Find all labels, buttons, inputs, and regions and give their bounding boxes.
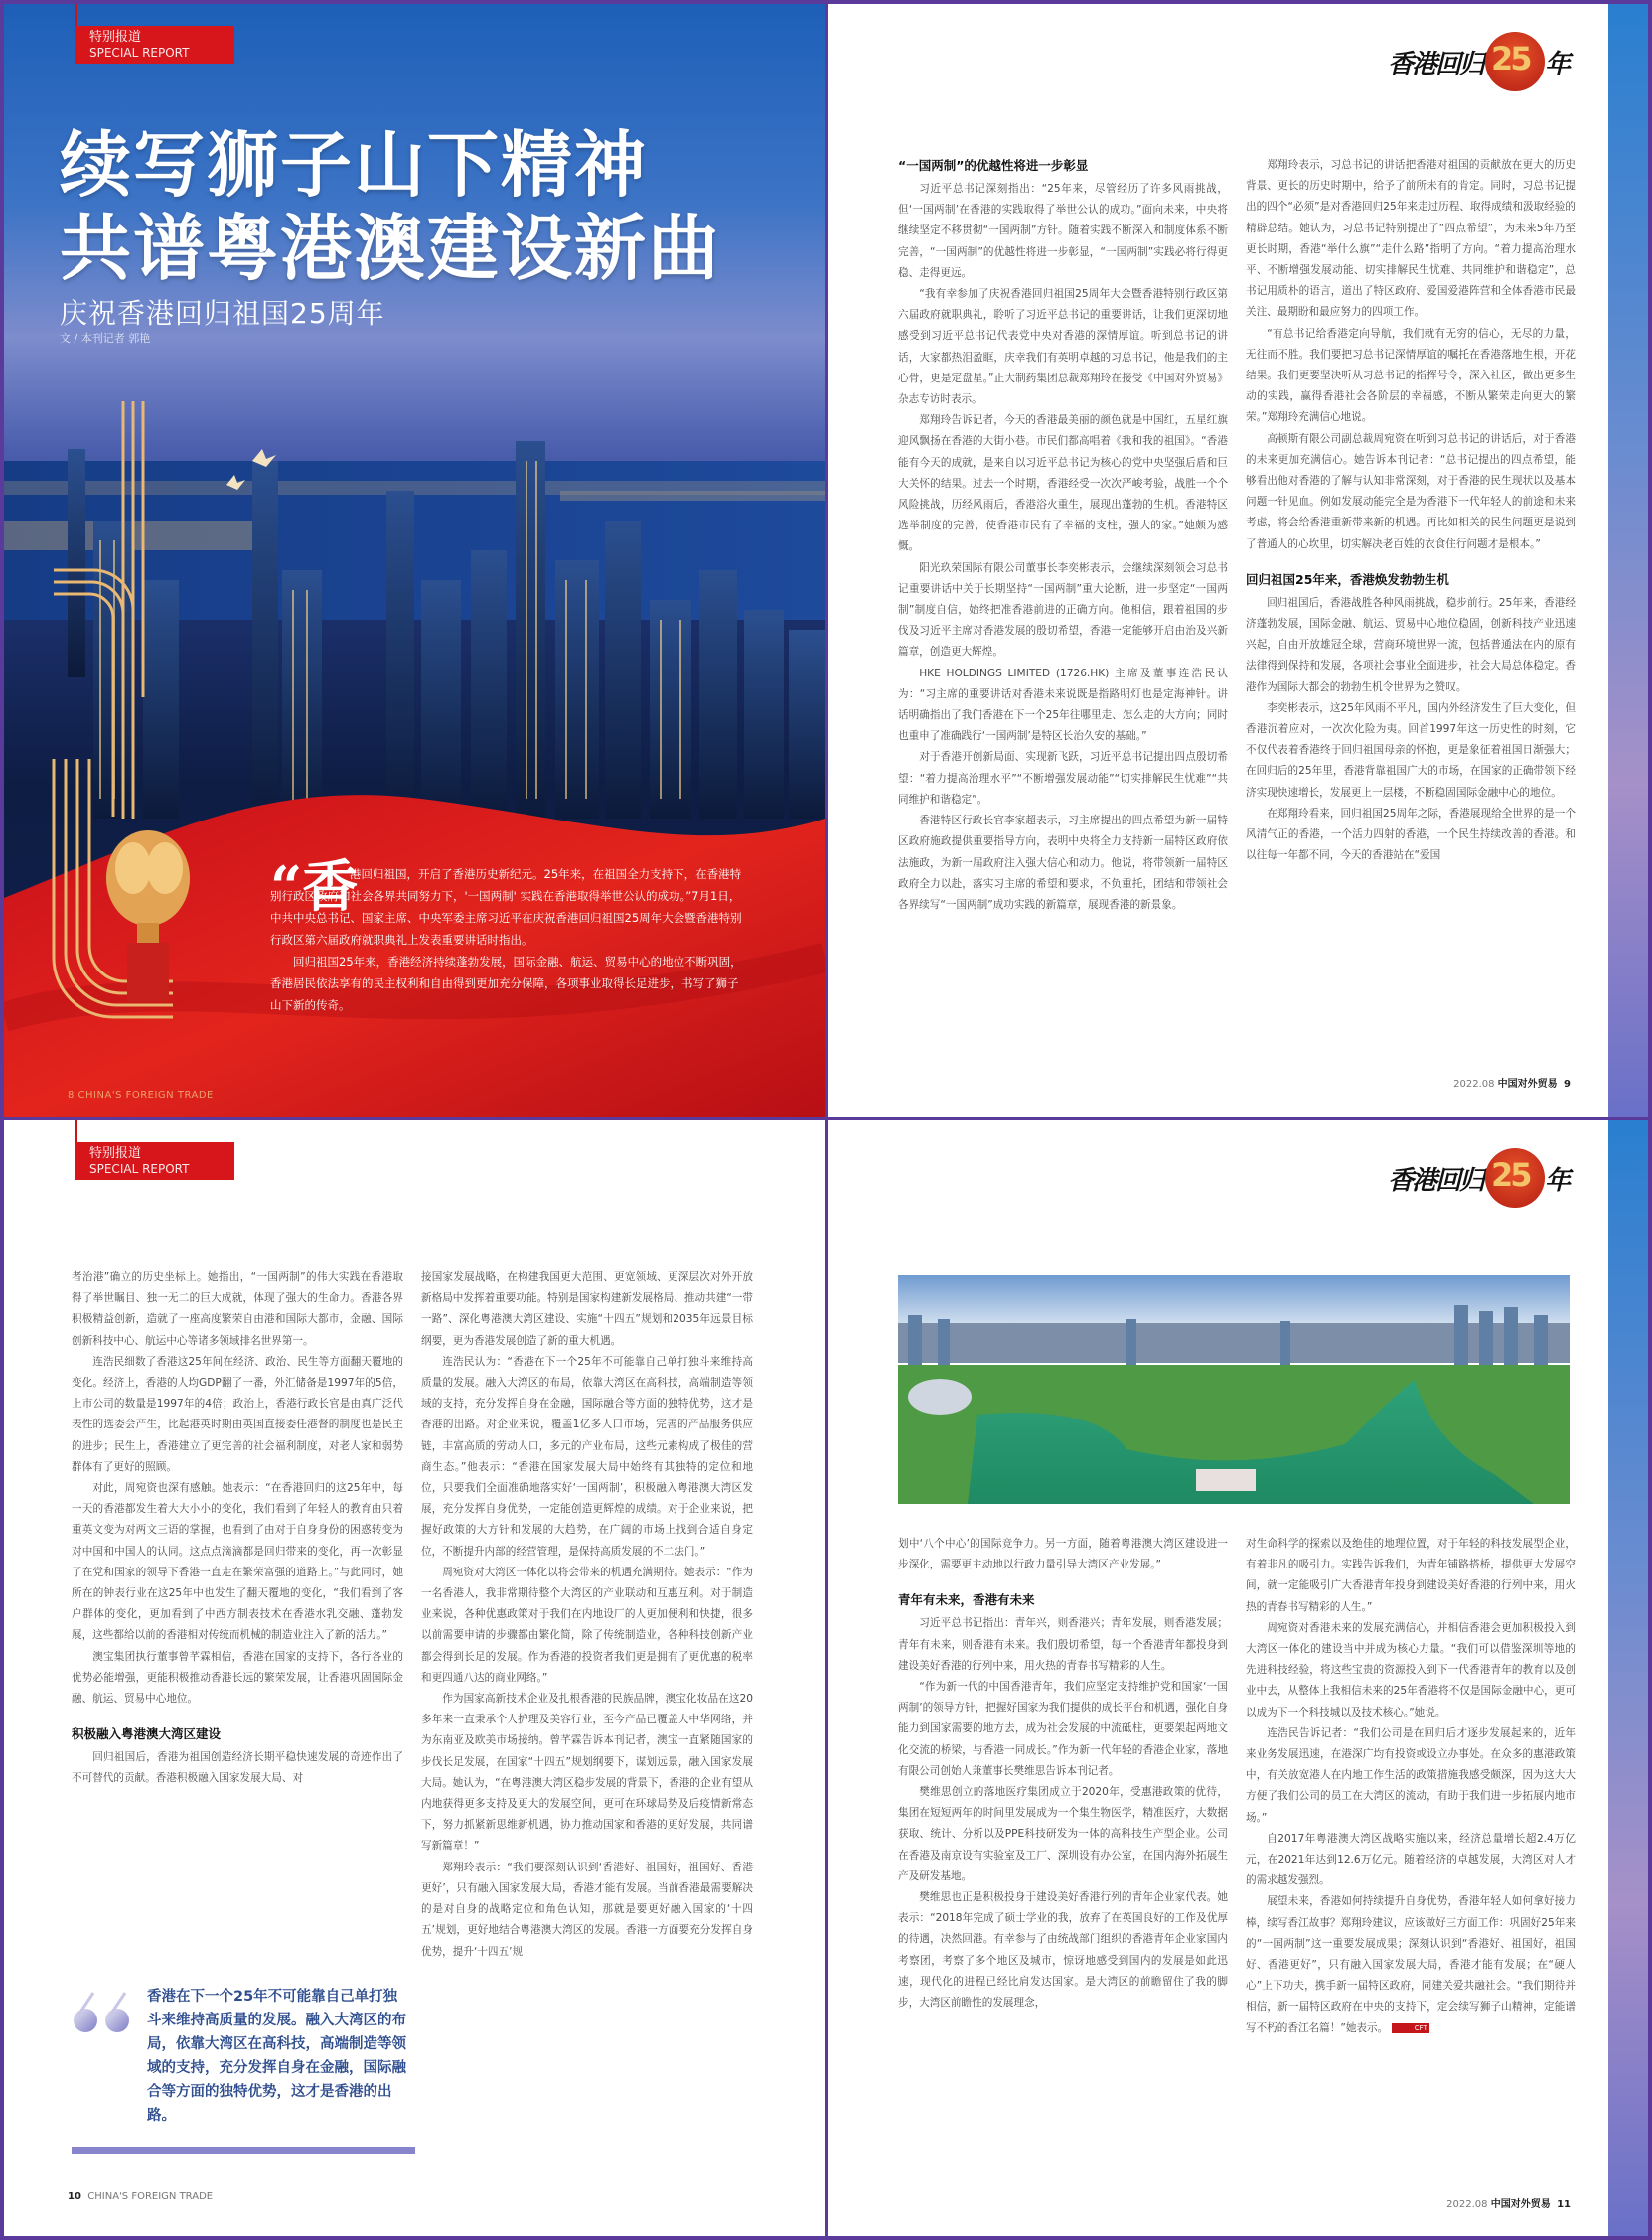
pull-quote-bar	[72, 2147, 415, 2154]
article-column-2	[1246, 1534, 1576, 2039]
article-column-1	[898, 155, 1228, 916]
section-tag-en: SPECIAL REPORT	[89, 46, 190, 60]
page-footer: 10 CHINA'S FOREIGN TRADE	[68, 2191, 214, 2202]
page-footer: 2022.08 中国对外贸易 9	[1453, 1079, 1571, 1090]
paragraph: 者治港”确立的历史坐标上。她指出，“一国两制”的伟大实践在香港取得了举世瞩目、独一无二的巨大成就，体现了强大的生命力。香港各界积极精益创新，造就了一座高度繁荣自由港和国际大都市，金融、国际创新科技中心、航运中心等诸多领域排名世界第一。	[72, 1271, 403, 1347]
paragraph: 接国家发展战略，在构建我国更大范围、更宽领域、更深层次对外开放新格局中发挥着重要功能。特别是国家构建新发展格局、推动共建“一带一路”、深化粤港澳大湾区建设、实施“十四五”规划和2035年远景目标纲要，更为香港发展创造了新的重大机遇。	[421, 1271, 753, 1347]
paragraph: 郑翔玲表示，习总书记的讲话把香港对祖国的贡献放在更大的历史背景、更长的历史时期中，给予了前所未有的肯定。同时，习总书记提出的四个“必须”是对香港回归25年来走过历程、取得成绩和汲取经验的精辟总结。她认为，习总书记特别提出了“四点希望”，为未来5年乃至更长时期，香港“举什么旗”“走什么路”指明了方向。“着力提高治理水平、不断增强发展动能、切实排解民生忧难、共同维护和谐稳定”，总书记用质朴的语言，道出了特区政府、爱国爱港阵营和全体香港市民最关注、最期盼和最应努力的四项工作。	[1246, 159, 1576, 319]
cover-subtitle: 庆祝香港回归祖国25周年	[60, 297, 385, 330]
paragraph: 自2017年粤港澳大湾区战略实施以来，经济总量增长超2.4万亿元，在2021年达到12.6万亿元。随着经济的卓越发展，大湾区对人才的需求越发强烈。	[1246, 1832, 1576, 1887]
paragraph: 习近平总书记指出：青年兴，则香港兴；青年发展，则香港发展；青年有未来，则香港有未来。我们殷切希望，每一个香港青年都投身到建设美好香港的行列中来，用火热的青春书写精彩的人生。	[898, 1617, 1228, 1672]
paragraph: HKE HOLDINGS LIMITED (1726.HK) 主席及董事连浩民认为：“习主席的重要讲话对香港未来说既是指路明灯也是定海神针。讲话明确指出了我们香港在下一个25年往哪里走、怎么走的大方向；同时也重申了准确践行‘一国两制’是特区长治久安的基础。”	[898, 667, 1228, 743]
paragraph: 在郑翔玲看来，回归祖国25周年之际，香港展现给全世界的是一个风清气正的香港，一个活力四射的香港，一个民生持续改善的香港。和以往每一年都不同，今天的香港站在“爱国	[1246, 807, 1576, 862]
paragraph: 阳光玖荣国际有限公司董事长李奕彬表示，会继续深刻领会习总书记重要讲话中关于长期坚持“一国两制”重大论断，进一步坚定“一国两制”制度自信，始终把准香港前进的正确方向。他相信，跟着祖国的步伐及习近平主席对香港发展的殷切希望，香港一定能够开启由治及兴新篇章，创造更大辉煌。	[898, 561, 1228, 659]
hk-25-anniversary-logo: 香港回归 25 年	[1388, 32, 1586, 87]
paragraph: 对此，周宛资也深有感触。她表示：“在香港回归的这25年中，每一天的香港都发生着大大小小的变化，我们看到了年轻人的教育由只着重英文变为对两文三语的掌握，也看到了由对于自身身份的困惑转变为对中国和中国人的认同。这点点滴滴都是回归带来的变化，再一次彰显了在党和国家的领导下香港一直走在繁荣富强的道路上。”与此同时，她所在的钟表行业在这25年中也发生了翻天覆地的变化，“我们看到了客户群体的变化，更加看到了中西方制表技术在香港水乳交融、蓬勃发展，这些都给以前的香港相对传统而机械的制造业注入了新的活力。”	[72, 1482, 403, 1642]
pull-quote-text: 香港在下一个25年不可能靠自己单打独斗来维持高质量的发展。融入大湾区的布局，依靠大湾区在高科技，高端制造等领域的支持，充分发挥自身在金融，国际融合等方面的独特优势，这才是香港的出路。	[147, 1989, 406, 2124]
anniversary-badge-icon: 25	[1485, 1148, 1545, 1208]
page-footer: 2022.08 中国对外贸易 11	[1446, 2199, 1571, 2210]
section-tag-cn: 特别报道	[89, 30, 142, 45]
paragraph: 连浩民认为：“香港在下一个25年不可能靠自己单打独斗来维持高质量的发展。融入大湾区的布局，依靠大湾区在高科技，高端制造等领域的支持，充分发挥自身在金融，国际融合等方面的独特优势，这才是香港的出路。对企业来说，覆盖1亿多人口市场，完善的产品服务供应链，丰富高质的劳动人口，多元的产业布局，这些元素构成了极佳的营商生态。”他表示：“香港在国家发展大局中始终有其独特的定位和地位，只要我们全面准确地落实好‘一国两制’，积极融入粤港澳大湾区发展，充分发挥自身优势，一定能创造更辉煌的成绩。对于企业来说，把握好政策的大方针和发展的大趋势，在广阔的市场上找到合适自身定位，不断提升内部的经营管理，是保持高质发展的不二法门。”	[421, 1355, 753, 1558]
cover-title	[60, 123, 721, 290]
paragraph: “有总书记给香港定向导航，我们就有无穷的信心，无尽的力量，无往而不胜。我们要把习总书记深情厚谊的嘱托在香港落地生根，开花结果。我们更要坚决听从习总书记的指挥号令，深入社区，做出更多生动的实践，赢得香港社会各阶层的幸福感，不断从繁荣走向更大的繁荣。”郑翔玲充满信心地说。	[1246, 327, 1576, 424]
paragraph: 作为国家高新技术企业及扎根香港的民族品牌，澳宝化妆品在这20多年来一直秉承个人护理及美容行业，至今产品已覆盖大中华网络，并为东南亚及欧美市场接纳。曾芊霖告诉本刊记者，澳宝一直紧随国家的步伐长足发展，在国家“十四五”规划纲要下，谋划远景，融入国家发展大局。她认为，“在粤港澳大湾区稳步发展的背景下，香港的企业有望从内地获得更多支持及更大的发展空间，更可在环球局势及后疫情新常态下，努力抓紧新思维新机遇，协力推动国家和香港的更好发展，共同谱写新篇章！”	[421, 1693, 753, 1853]
cover-intro	[270, 854, 747, 1016]
paragraph: 澳宝集团执行董事曾芊霖相信，香港在国家的支持下，各行各业的优势必能增强，更能积极推动香港长远的繁荣发展，让香港巩固国际金融、航运、贸易中心地位。	[72, 1650, 403, 1706]
paragraph: 对生命科学的探索以及绝佳的地理位置，对于年轻的科技发展型企业，有着非凡的吸引力。实践告诉我们，为青年铺路搭桥，提供更大发展空间，就一定能吸引广大香港青年投身到建设美好香港的行列中来，用火热的青春书写精彩的人生。”	[1246, 1538, 1576, 1613]
paragraph: 回归祖国后，香港战胜各种风雨挑战，稳步前行。25年来，香港经济蓬勃发展，国际金融、航运、贸易中心地位稳固，创新科技产业迅速兴起，自由开放雄冠全球，营商环境世界一流，包括普通法在内的原有法律得到保持和发展，各项社会事业全面进步，社会大局总体稳定。香港作为国际大都会的勃勃生机令世界为之赞叹。	[1246, 596, 1576, 693]
paragraph: 周宛资对大湾区一体化以将会带来的机遇充满期待。她表示：“作为一名香港人，我非常期待整个大湾区的产业联动和互惠互利。对于制造业来说，各种优惠政策对于我们在内地设厂的人更加便利和快捷，很多以前需要申请的步骤都由繁化简，除了传统制造业，各种科技创新产业都会得到长足的发展。作为香港的投资者我们更是拥有了更优惠的税率和更四通八达的商业网络。”	[421, 1566, 753, 1684]
city-park-aerial-photo	[898, 1275, 1570, 1504]
page-8-cover	[4, 4, 825, 1117]
section-tag: 特别报道 SPECIAL REPORT	[75, 1142, 234, 1180]
hong-kong-skyline-image	[4, 401, 825, 819]
paragraph: 划中‘八个中心’的国际竞争力。另一方面，随着粤港澳大湾区建设进一步深化，需要更主动地以行政力量引导大湾区产业发展。”	[898, 1538, 1228, 1571]
end-mark-icon: CFT	[1392, 2023, 1429, 2033]
paragraph: 连浩民细数了香港这25年间在经济、政治、民生等方面翻天覆地的变化。经济上，香港的人均GDP翻了一番，外汇储备是1997年的5倍，上市公司的数量是1997年的4倍；政治上，香港行政长官是由真广泛代表性的选委会产生，比起港英时期由英国直接委任港督的制度也是民主的进步；民生上，香港建立了更完善的社会福利制度，对老人家和弱势群体有了更好的照顾。	[72, 1355, 403, 1473]
tag-line	[75, 1120, 77, 1142]
anniversary-badge-icon: 25	[1485, 32, 1545, 91]
paragraph: “我有幸参加了庆祝香港回归祖国25周年大会暨香港特别行政区第六届政府就职典礼，聆听了习近平总书记的重要讲话，让我们更深切地感受到习近平总书记代表党中央对香港的深情厚谊。听到总书记的讲话，大家都热泪盈眶，庆幸我们有英明卓越的习总书记，他是我们的主心骨，更是定盘星。”正大制药集团总裁郑翔玲在接受《中国对外贸易》杂志专访时表示。	[898, 288, 1228, 406]
article-column-1	[72, 1268, 403, 1790]
paragraph: 周宛资对香港未来的发展充满信心，并相信香港会更加积极投入到大湾区一体化的建设当中并成为核心力量。“我们可以借鉴深圳等地的先进科技经验，将这些宝贵的资源投入到下一代香港青年的教育以及创业中去，从整体上我相信未来的25年香港将不仅是国际金融中心，更可以成为下一个科技城以及技术核心。”她说。	[1246, 1621, 1576, 1718]
title-line-1: 续写狮子山下精神	[60, 122, 649, 207]
page-9	[828, 4, 1648, 1117]
paragraph: 郑翔玲表示：“我们要深刻认识到‘香港好、祖国好，祖国好、香港更好’，只有融入国家发展大局，香港才能有发展。当前香港最需要解决的是对自身的战略定位和角色认知，那就是要更好融入国家的‘十四五’规划，更好地结合粤港澳大湾区的发展。香港一方面要充分发挥自身优势，提升‘十四五’规	[421, 1861, 753, 1958]
article-column-2	[1246, 155, 1576, 867]
section-heading: 积极融入粤港澳大湾区建设	[72, 1726, 222, 1742]
section-heading: 青年有未来，香港有未来	[898, 1592, 1035, 1608]
section-heading: 回归祖国25年来，香港焕发勃勃生机	[1246, 571, 1449, 587]
paragraph: 李奕彬表示，这25年风雨不平凡，国内外经济发生了巨大变化，但香港沉着应对，一次次化险为夷。回首1997年这一历史性的时刻，它不仅代表着香港终于回归祖国母亲的怀抱，更是象征着祖国日渐强大；在回归后的25年里，香港背靠祖国广大的市场，在国家的正确带领下经济实现快速增长，发展更上一层楼，不断稳固国际金融中心的地位。	[1246, 701, 1576, 799]
quote-mark-icon	[72, 1989, 135, 2034]
paragraph: 对于香港开创新局面、实现新飞跃，习近平总书记提出四点殷切希望：“着力提高治理水平”“不断增强发展动能”“切实排解民生忧难”“共同维护和谐稳定”。	[898, 751, 1228, 806]
page-11	[828, 1120, 1648, 2236]
article-column-1	[898, 1534, 1228, 2014]
section-tag	[75, 26, 234, 64]
paragraph: “作为新一代的中国香港青年，我们应坚定支持维护党和国家‘一国两制’的领导方针，把握好国家为我们提供的成长平台和机遇，强化自身能力到国家需要的地方去，成为社会发展的中流砥柱，更要架起两地文化交流的桥梁，与香港一同成长。”作为新一代年轻的香港企业家，落地有限公司创始人兼董事长樊维思告诉本刊记者。	[898, 1681, 1228, 1777]
page-footer: 8 CHINA'S FOREIGN TRADE	[68, 1090, 214, 1101]
intro-paragraph-2: 回归祖国25年来，香港经济持续蓬勃发展，国际金融、航运、贸易中心的地位不断巩固，香港居民依法享有的民主权利和自由得到更加充分保障，各项事业取得长足进步，书写了狮子山下新的传奇。	[270, 955, 742, 1012]
paragraph: 香港特区行政长官李家超表示，习主席提出的四点希望为新一届特区政府施政提供重要指导方向，表明中央将全力支持新一届特区政府依法施政，为新一届政府注入强大信心和动力。他说，将带领新一届特区政府全力以赴，落实习主席的希望和要求，不负重托，团结和带领社会各界续写“一国两制”成功实践的新篇章，展现香港的新景象。	[898, 815, 1228, 911]
paragraph: 郑翔玲告诉记者，今天的香港最美丽的颜色就是中国红，五星红旗迎风飘扬在香港的大街小巷。市民们都高唱着《我和我的祖国》。“香港能有今天的成就，是来自以习近平总书记为核心的党中央坚强后盾和巨大关怀的结果。过去一个时期，香港经受一次次严峻考验，战胜一个个风险挑战，历经风雨后，香港浴火重生，展现出蓬勃的生机。香港特区选举制度的完善，使香港市民有了幸福的支柱，强大的家。”她颇为感慨。	[898, 414, 1228, 553]
intro-paragraph-1: 港回归祖国，开启了香港历史新纪元。25年来，在祖国全力支持下，在香港特别行政区政府和社会各界共同努力下，'一国两制' 实践在香港取得举世公认的成功。”7月1日，中共中央总书记、国家主席、中央军委主席习近平在庆祝香港回归祖国25周年大会暨香港特别行政区第六届政府就职典礼上发表重要讲话时指出。	[270, 867, 742, 947]
tag-line	[75, 4, 77, 26]
stadium	[908, 1379, 972, 1415]
title-line-2: 共谱粤港澳建设新曲	[60, 206, 722, 290]
paragraph: 展望未来，香港如何持续提升自身优势，香港年轻人如何拿好接力棒，续写香江故事？郑翔玲建议，应该做好三方面工作：巩固好25年来的“一国两制”这一重要发展成果；深刻认识到“香港好、祖国好，祖国好、香港更好”，只有融入国家发展大局，香港才能有发展；在“硬人心”上下功夫，携手新一届特区政府，同建关爱共融社会。“我们期待并相信，新一届特区政府在中央的支持下，定会续写狮子山精神，定能谱写不朽的香江名篇！”她表示。 CFT	[1246, 1895, 1576, 2034]
pull-quote	[72, 1985, 409, 2128]
paragraph: 樊维思创立的落地医疗集团成立于2020年，受惠港政策的优待，集团在短短两年的时间里发展成为一个集生物医学，精准医疗，大数据获取、统计、分析以及PPE科技研发为一体的高科技生产型企业。公司在香港及南京设有实验室及工厂、深圳设有办公室，在国内海外拓展生产及研发基地。	[898, 1786, 1228, 1882]
paragraph: 高顿斯有限公司副总裁周宛资在听到习总书记的讲话后，对于香港的未来更加充满信心。她告诉本刊记者：“总书记提出的四点希望，能够看出他对香港的了解与认知非常深刻，对于香港的民生现状以及基本问题一针见血。例如发展动能完全是为香港下一代年轻人的前途和未来考虑，将会给香港重新带来新的机遇。再比如相关的民生问题更是说到了普通人的心坎里，切实解决老百姓的衣食住行问题才是根本。”	[1246, 432, 1576, 550]
paragraph: 连浩民告诉记者：“我们公司是在回归后才逐步发展起来的，近年来业务发展迅速，在港深广均有投资或设立办事处。在众多的惠港政策中，有关放宽港人在内地工作生活的政策措施我感受颇深，因为这大大方便了我们公司的员工在大湾区的流动，有助于我们进一步拓展内地市场。”	[1246, 1726, 1576, 1824]
article-column-2	[421, 1268, 753, 1963]
paragraph: 习近平总书记深刻指出：“25年来，尽管经历了许多风雨挑战，但‘一国两制’在香港的实践取得了举世公认的成功。”面向未来，中央将继续坚定不移贯彻“一国两制”方针。随着实践不断深入和制度体系不断完善，“一国两制”的优越性将进一步彰显，“一国两制”实践必将行得更稳、走得更远。	[898, 183, 1228, 279]
hk-25-anniversary-logo: 香港回归 25 年	[1388, 1148, 1586, 1204]
page-edge-gradient	[1608, 1120, 1648, 2236]
paragraph: 回归祖国后，香港为祖国创造经济长期平稳快速发展的奇迹作出了不可替代的贡献。香港积极融入国家发展大局、对	[72, 1751, 403, 1785]
paragraph: 樊维思也正是积极投身于建设美好香港行列的青年企业家代表。她表示：“2018年完成了硕士学业的我，放弃了在英国良好的工作及优厚的待遇，决然回港。有幸参与了由统战部门组织的香港青年企业家国内考察团，考察了多个地区及城市，惊讶地感受到国内的发展是如此迅速，现代化的进程已经比肩发达国家。是大湾区的前瞻留住了我的脚步，大湾区前瞻性的发展理念，	[898, 1891, 1228, 2010]
page-edge-gradient	[1608, 4, 1648, 1117]
pavilion	[1196, 1469, 1256, 1491]
byline: 文 / 本刊记者 郭艳	[60, 332, 151, 345]
opening-quote-drop-cap: “香	[270, 854, 359, 920]
section-heading: “一国两制”的优越性将进一步彰显	[898, 158, 1089, 173]
page-10	[4, 1120, 825, 2236]
